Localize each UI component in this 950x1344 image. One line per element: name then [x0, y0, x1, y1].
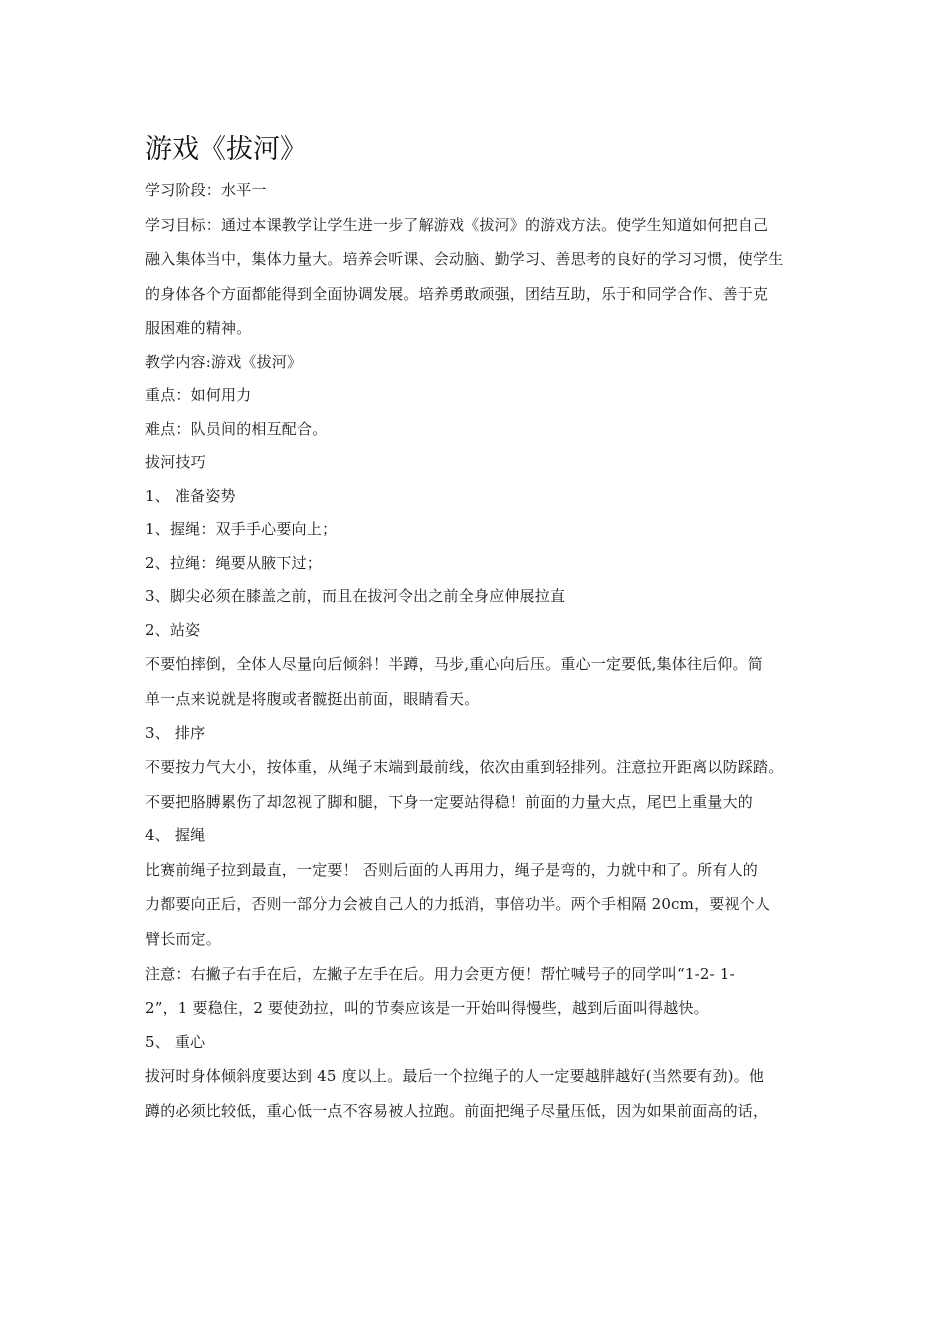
key-point: 重点：如何用力 — [145, 386, 252, 405]
section-heading-center-of-gravity: 5、 重心 — [145, 1032, 206, 1051]
note-line: 2”，1 要稳住，2 要使劲拉，叫的节奏应该是一开始叫得慢些，越到后面叫得越快。 — [145, 999, 709, 1018]
paragraph-line: 不要把胳膊累伤了却忽视了脚和腿，下身一定要站得稳！前面的力量大点，尾巴上重量大的 — [145, 792, 754, 811]
document-title: 游戏《拔河》 — [145, 134, 307, 165]
section-heading-prep-posture: 1、 准备姿势 — [145, 486, 236, 505]
teaching-content: 教学内容:游戏《拔河》 — [145, 352, 303, 371]
section-heading-grip: 4、 握绳 — [145, 826, 206, 845]
goal-line: 融入集体当中，集体力量大。培养会听课、会动脑、勤学习、善思考的良好的学习习惯，使学生 — [145, 250, 784, 269]
goal-line: 服困难的精神。 — [145, 319, 252, 338]
paragraph-line: 力都要向正后，否则一部分力会被自己人的力抵消，事倍功半。两个手相隔 20cm，要视个人 — [145, 895, 771, 914]
list-item: 3、脚尖必须在膝盖之前，而且在拔河令出之前全身应伸展拉直 — [145, 587, 566, 606]
section-heading-stance: 2、站姿 — [145, 620, 201, 639]
section-heading-order: 3、 排序 — [145, 723, 206, 742]
document-page — [145, 128, 825, 1128]
note-line: 注意：右撇子右手在后，左撇子左手在后。用力会更方便！帮忙喊号子的同学叫“1-2- 1- — [145, 964, 735, 983]
paragraph-line: 臂长而定。 — [145, 929, 222, 948]
list-item: 2、拉绳：绳要从腋下过； — [145, 553, 322, 572]
skills-heading: 拔河技巧 — [145, 453, 206, 472]
paragraph-line: 单一点来说就是将腹或者髋挺出前面，眼睛看天。 — [145, 689, 480, 708]
paragraph-line: 不要怕摔倒，全体人尽量向后倾斜！半蹲，马步,重心向后压。重心一定要低,集体往后仰。简 — [145, 655, 763, 674]
goal-line: 的身体各个方面都能得到全面协调发展。培养勇敢顽强，团结互助，乐于和同学合作、善于克 — [145, 284, 769, 303]
difficulty-point: 难点：队员间的相互配合。 — [145, 419, 328, 438]
learning-stage: 学习阶段：水平一 — [145, 181, 267, 199]
paragraph-line: 蹲的必须比较低，重心低一点不容易被人拉跑。前面把绳子尽量压低，因为如果前面高的话， — [145, 1101, 769, 1120]
paragraph-line: 拔河时身体倾斜度要达到 45 度以上。最后一个拉绳子的人一定要越胖越好(当然要有劲)。他 — [145, 1067, 765, 1086]
learning-goal — [145, 208, 825, 346]
paragraph-line: 比赛前绳子拉到最直，一定要！ 否则后面的人再用力，绳子是弯的，力就中和了。所有人的 — [145, 860, 758, 879]
goal-line: 学习目标：通过本课教学让学生进一步了解游戏《拔河》的游戏方法。使学生知道如何把自己 — [145, 215, 769, 234]
paragraph-line: 不要按力气大小，按体重，从绳子末端到最前线，依次由重到轻排列。注意拉开距离以防踩踏。 — [145, 758, 784, 777]
list-item: 1、握绳：双手手心要向上； — [145, 520, 338, 539]
